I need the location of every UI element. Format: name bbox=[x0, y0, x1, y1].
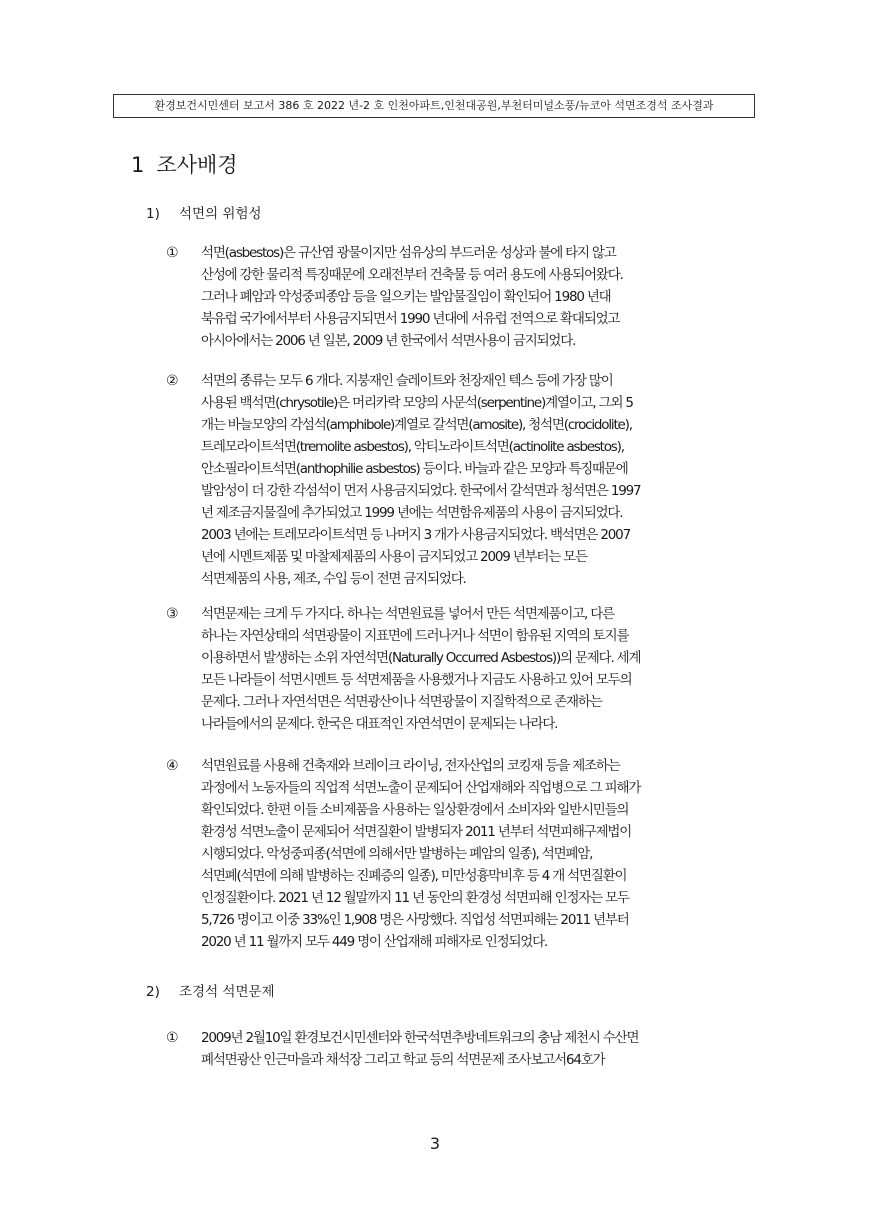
paragraph-line: 트레모라이트석면(tremolite asbestos), 악티노라이트석면(actinolite asbestos), bbox=[201, 439, 624, 455]
section-heading bbox=[146, 981, 275, 1003]
section-title: 조경석 석면문제 bbox=[179, 984, 275, 1000]
paragraph-line: 안소필라이트석면(anthophilie asbestos) 등이다. 바늘과 같은 모양과 특징때문에 bbox=[201, 461, 628, 477]
paragraph-line: 하나는 자연상태의 석면광물이 지표면에 드러나거나 석면이 함유된 지역의 토지를 bbox=[201, 628, 629, 644]
paragraph-line: 사용된 백석면(chrysotile)은 머리카락 모양의 사문석(serpentine)계열이고, 그외 5 bbox=[201, 395, 633, 411]
report-header: 환경보건시민센터 보고서 386 호 2022 년-2 호 인천아파트,인천대공원,부천터미널소풍/뉴코아 석면조경석 조사결과 bbox=[113, 94, 755, 118]
paragraph-line: 2003 년에는 트레모라이트석면 등 나머지 3 개가 사용금지되었다. 백석면은 2007 bbox=[201, 527, 630, 543]
paragraph-marker: ① bbox=[166, 1030, 179, 1046]
paragraph-line: 년 제조금지물질에 추가되었고 1999 년에는 석면함유제품의 사용이 금지되었다. bbox=[201, 505, 623, 521]
section-title: 석면의 위험성 bbox=[179, 206, 262, 222]
paragraph-line: 확인되었다. 한편 이들 소비제품을 사용하는 일상환경에서 소비자와 일반시민들의 bbox=[201, 802, 629, 818]
paragraph-marker: ③ bbox=[166, 606, 179, 622]
paragraph-line: 석면(asbestos)은 규산염 광물이지만 섬유상의 부드러운 성상과 불에 타지 않고 bbox=[201, 245, 616, 261]
paragraph-line: 폐석면광산 인근마을과 채석장 그리고 학교 등의 석면문제 조사보고서64호가 bbox=[201, 1052, 605, 1068]
paragraph-line: 아시아에서는 2006 년 일본, 2009 년 한국에서 석면사용이 금지되었다. bbox=[201, 333, 576, 349]
paragraph-line: 문제다. 그러나 자연석면은 석면광산이나 석면광물이 지질학적으로 존재하는 bbox=[201, 694, 602, 710]
paragraph-line: 나라들에서의 문제다. 한국은 대표적인 자연석면이 문제되는 나라다. bbox=[201, 716, 558, 732]
paragraph-line: 석면제품의 사용, 제조, 수입 등이 전면 금지되었다. bbox=[201, 571, 466, 587]
paragraph-marker: ④ bbox=[166, 758, 179, 774]
paragraph-line: 북유럽 국가에서부터 사용금지되면서 1990 년대에 서유럽 전역으로 확대되었고 bbox=[201, 311, 620, 327]
paragraph-line: 시행되었다. 악성중피종(석면에 의해서만 발병하는 폐암의 일종), 석면폐암, bbox=[201, 846, 593, 862]
paragraph-marker: ① bbox=[166, 245, 179, 261]
paragraph-line: 2020 년 11 월까지 모두 449 명이 산업재해 피해자로 인정되었다. bbox=[201, 934, 548, 950]
paragraph-line: 석면폐(석면에 의해 발병하는 진폐증의 일종), 미만성흉막비후 등 4 개 석면질환이 bbox=[201, 868, 627, 884]
paragraph-line: 석면의 종류는 모두 6 개다. 지붕재인 슬레이트와 천장재인 텍스 등에 가장 많이 bbox=[201, 373, 613, 389]
paragraph-line: 그러나 폐암과 악성중피종암 등을 일으키는 발암물질임이 확인되어 1980 년대 bbox=[201, 289, 611, 305]
paragraph-line: 개는 바늘모양의 각섬석(amphibole)계열로 갈석면(amosite), 청석면(crocidolite), bbox=[201, 417, 632, 433]
section-number: 1) bbox=[146, 206, 160, 222]
paragraph-line: 년에 시멘트제품 및 마찰제제품의 사용이 금지되었고 2009 년부터는 모든 bbox=[201, 549, 587, 565]
paragraph-line: 2009년 2월10일 환경보건시민센터와 한국석면추방네트워크의 충남 제천시 수산면 bbox=[201, 1030, 639, 1046]
chapter-heading bbox=[131, 150, 238, 180]
paragraph-line: 산성에 강한 물리적 특징때문에 오래전부터 건축물 등 여러 용도에 사용되어왔다. bbox=[201, 267, 623, 283]
paragraph-marker: ② bbox=[166, 373, 179, 389]
paragraph-line: 발암성이 더 강한 각섬석이 먼저 사용금지되었다. 한국에서 갈석면과 청석면은 1997 bbox=[201, 483, 641, 499]
paragraph-line: 모든 나라들이 석면시멘트 등 석면제품을 사용했거나 지금도 사용하고 있어 모두의 bbox=[201, 672, 632, 688]
section-heading bbox=[146, 203, 262, 225]
paragraph-line: 과정에서 노동자들의 직업적 석면노출이 문제되어 산업재해와 직업병으로 그 피해가 bbox=[201, 780, 641, 796]
paragraph-line: 인정질환이다. 2021 년 12 월말까지 11 년 동안의 환경성 석면피해 인정자는 모두 bbox=[201, 890, 629, 906]
paragraph-line: 5,726 명이고 이중 33%인 1,908 명은 사망했다. 직업성 석면피해는 2011 년부터 bbox=[201, 912, 629, 928]
paragraph-line: 환경성 석면노출이 문제되어 석면질환이 발병되자 2011 년부터 석면피해구제법이 bbox=[201, 824, 632, 840]
paragraph-line: 이용하면서 발생하는 소위 자연석면(Naturally Occurred Asbestos))의 문제다. 세계 bbox=[201, 650, 641, 666]
paragraph-line: 석면문제는 크게 두 가지다. 하나는 석면원료를 넣어서 만든 석면제품이고, 다른 bbox=[201, 606, 614, 622]
page-number: 3 bbox=[429, 1134, 441, 1153]
chapter-title: 조사배경 bbox=[156, 153, 238, 177]
chapter-number: 1 bbox=[131, 153, 145, 177]
paragraph-line: 석면원료를 사용해 건축재와 브레이크 라이닝, 전자산업의 코킹재 등을 제조하는 bbox=[201, 758, 620, 774]
section-number: 2) bbox=[146, 984, 160, 1000]
